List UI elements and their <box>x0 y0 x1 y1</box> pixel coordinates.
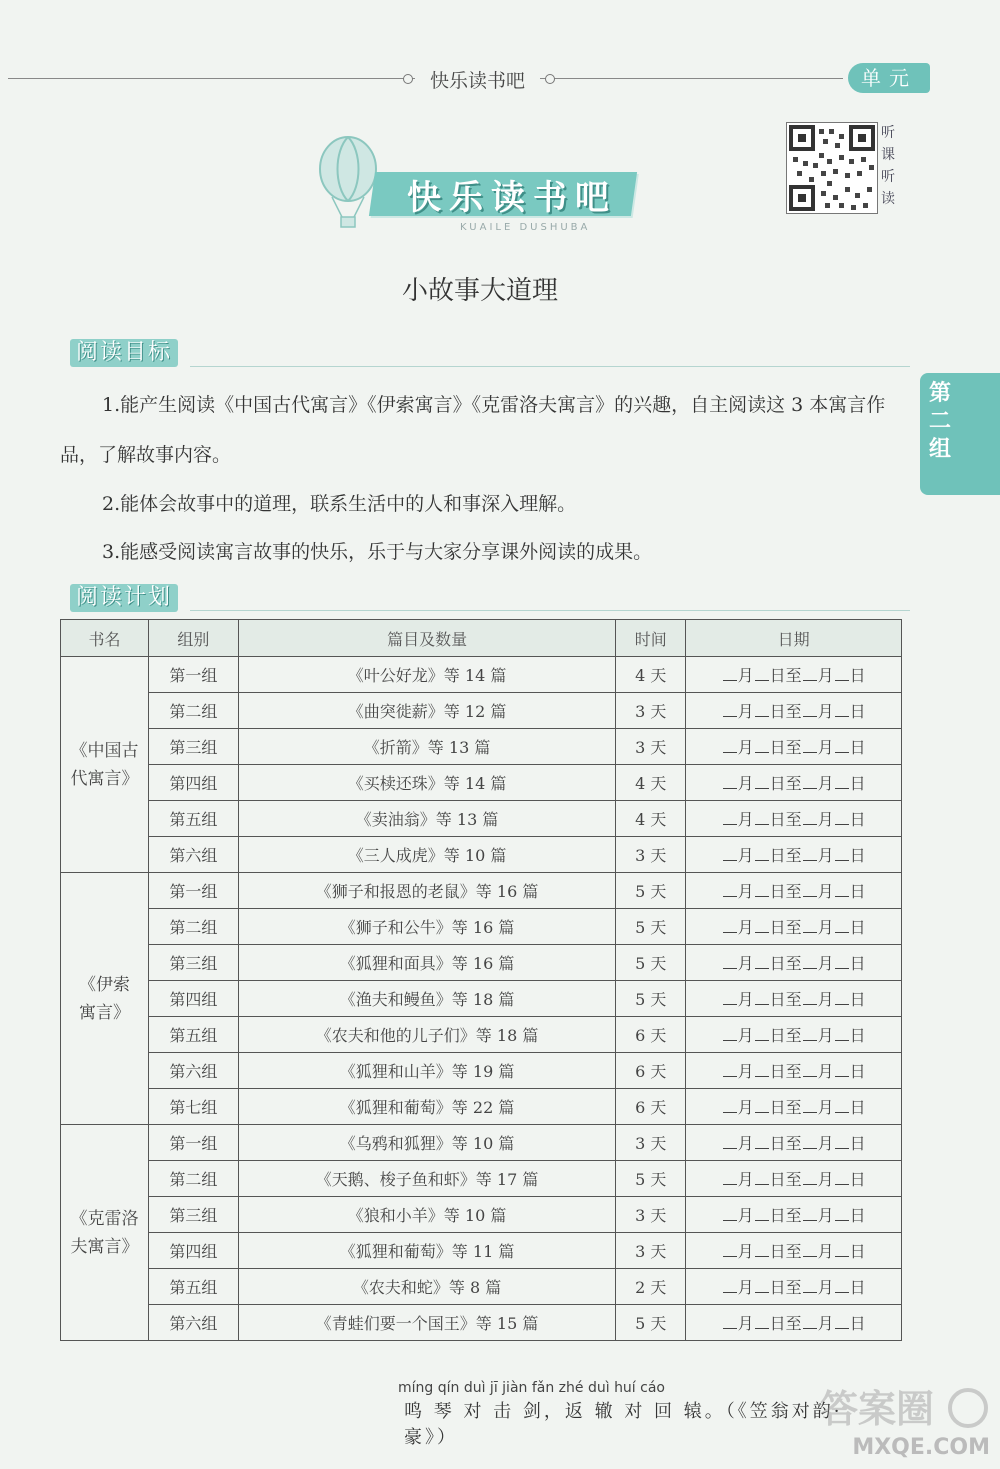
time-cell: 3 天 <box>616 693 686 729</box>
group-cell: 第一组 <box>148 657 238 693</box>
date-blank[interactable] <box>755 1134 769 1149</box>
titles-cell: 《狐狸和面具》等 16 篇 <box>238 945 616 981</box>
date-part-label: 月 <box>737 774 754 793</box>
date-blank[interactable] <box>723 666 737 681</box>
date-cell[interactable] <box>686 1305 902 1341</box>
date-part-label: 日 <box>849 1206 866 1225</box>
date-blank[interactable] <box>723 1134 737 1149</box>
date-blank[interactable] <box>755 702 769 717</box>
date-cell[interactable] <box>686 729 902 765</box>
group-cell: 第一组 <box>148 873 238 909</box>
table-row <box>61 1161 902 1197</box>
date-blank[interactable] <box>755 882 769 897</box>
column-header-date: 日期 <box>686 620 902 657</box>
time-cell: 6 天 <box>616 1017 686 1053</box>
footer-pinyin: míng qín duì jī jiàn fǎn zhé duì huí cáo <box>398 1380 665 1396</box>
goal-item-2: 2.能体会故事中的道理，联系生活中的人和事深入理解。 <box>102 493 577 515</box>
book-name-line: 夫寓言》 <box>70 1236 139 1257</box>
time-cell: 5 天 <box>616 909 686 945</box>
date-part-label: 月 <box>817 1134 834 1153</box>
date-part-label: 日 <box>849 1170 866 1189</box>
date-part-label: 日至 <box>769 1026 802 1045</box>
date-blank[interactable] <box>835 954 849 969</box>
titles-cell: 《卖油翁》等 13 篇 <box>238 801 616 837</box>
date-blank[interactable] <box>755 1062 769 1077</box>
qr-side-label: 听 课 听 读 <box>881 125 895 207</box>
date-part-label: 日 <box>849 1278 866 1297</box>
date-blank[interactable] <box>755 846 769 861</box>
date-blank[interactable] <box>755 774 769 789</box>
date-blank[interactable] <box>835 666 849 681</box>
date-blank[interactable] <box>755 1098 769 1113</box>
date-blank[interactable] <box>803 1170 817 1185</box>
date-part-label: 日 <box>849 810 866 829</box>
date-blank[interactable] <box>755 1242 769 1257</box>
group-cell: 第三组 <box>148 945 238 981</box>
date-cell[interactable] <box>686 1233 902 1269</box>
titles-cell: 《狼和小羊》等 10 篇 <box>238 1197 616 1233</box>
date-part-label: 日至 <box>769 1062 802 1081</box>
date-part-label: 日至 <box>769 918 802 937</box>
date-part-label: 月 <box>737 846 754 865</box>
date-part-label: 月 <box>817 666 834 685</box>
date-blank[interactable] <box>835 1134 849 1149</box>
date-blank[interactable] <box>803 1026 817 1041</box>
date-part-label: 日 <box>849 1098 866 1117</box>
date-blank[interactable] <box>835 846 849 861</box>
date-blank[interactable] <box>723 1314 737 1329</box>
date-cell[interactable] <box>686 801 902 837</box>
date-part-label: 日至 <box>769 1278 802 1297</box>
group-cell: 第二组 <box>148 1161 238 1197</box>
date-blank[interactable] <box>723 1098 737 1113</box>
date-part-label: 月 <box>817 1026 834 1045</box>
titles-cell: 《狐狸和葡萄》等 11 篇 <box>238 1233 616 1269</box>
date-cell[interactable] <box>686 873 902 909</box>
date-blank[interactable] <box>835 918 849 933</box>
date-part-label: 月 <box>737 1242 754 1261</box>
group-cell: 第三组 <box>148 729 238 765</box>
date-part-label: 日至 <box>769 738 802 757</box>
date-part-label: 月 <box>817 954 834 973</box>
time-cell: 4 天 <box>616 765 686 801</box>
date-blank[interactable] <box>723 846 737 861</box>
date-part-label: 月 <box>737 1278 754 1297</box>
date-cell[interactable] <box>686 909 902 945</box>
table-row <box>61 657 902 693</box>
date-blank[interactable] <box>723 738 737 753</box>
date-part-label: 月 <box>817 1098 834 1117</box>
date-cell[interactable] <box>686 837 902 873</box>
date-part-label: 日 <box>849 738 866 757</box>
date-cell[interactable] <box>686 1269 902 1305</box>
date-part-label: 日 <box>849 954 866 973</box>
table-row <box>61 1053 902 1089</box>
date-part-label: 月 <box>737 990 754 1009</box>
date-blank[interactable] <box>803 990 817 1005</box>
date-part-label: 月 <box>817 990 834 1009</box>
titles-cell: 《青蛙们要一个国王》等 15 篇 <box>238 1305 616 1341</box>
date-blank[interactable] <box>723 702 737 717</box>
date-part-label: 日 <box>849 1134 866 1153</box>
date-part-label: 月 <box>817 702 834 721</box>
date-part-label: 月 <box>817 810 834 829</box>
group-cell: 第五组 <box>148 1269 238 1305</box>
date-part-label: 月 <box>737 1314 754 1333</box>
date-blank[interactable] <box>835 1098 849 1113</box>
date-blank[interactable] <box>723 1026 737 1041</box>
date-blank[interactable] <box>755 1278 769 1293</box>
table-row <box>61 1269 902 1305</box>
date-blank[interactable] <box>803 810 817 825</box>
table-row <box>61 837 902 873</box>
date-blank[interactable] <box>755 1170 769 1185</box>
table-body <box>61 657 902 1341</box>
date-part-label: 日 <box>849 702 866 721</box>
group-cell: 第四组 <box>148 981 238 1017</box>
header-dot-right <box>545 74 555 84</box>
date-blank[interactable] <box>755 1026 769 1041</box>
date-blank[interactable] <box>723 1206 737 1221</box>
date-blank[interactable] <box>803 774 817 789</box>
date-blank[interactable] <box>755 666 769 681</box>
table-header-row <box>61 620 902 657</box>
goal-item-3: 3.能感受阅读寓言故事的快乐，乐于与大家分享课外阅读的成果。 <box>102 541 653 563</box>
date-blank[interactable] <box>723 882 737 897</box>
date-part-label: 日 <box>849 846 866 865</box>
date-blank[interactable] <box>803 1242 817 1257</box>
book-name-line: 《中国古 <box>70 740 139 761</box>
titles-cell: 《天鹅、梭子鱼和虾》等 17 篇 <box>238 1161 616 1197</box>
date-part-label: 月 <box>737 1170 754 1189</box>
date-cell[interactable] <box>686 1161 902 1197</box>
date-blank[interactable] <box>835 1170 849 1185</box>
table-row <box>61 693 902 729</box>
date-part-label: 月 <box>737 882 754 901</box>
date-part-label: 月 <box>817 918 834 937</box>
date-blank[interactable] <box>803 702 817 717</box>
date-part-label: 月 <box>737 1062 754 1081</box>
date-part-label: 月 <box>817 1278 834 1297</box>
group-cell: 第五组 <box>148 1017 238 1053</box>
group-cell: 第四组 <box>148 1233 238 1269</box>
titles-cell: 《农夫和他的儿子们》等 18 篇 <box>238 1017 616 1053</box>
header-title: 快乐读书吧 <box>415 66 540 93</box>
reading-plan-table <box>60 619 902 1341</box>
date-part-label: 日 <box>849 666 866 685</box>
goal-item-1-line-2: 品，了解故事内容。 <box>60 444 232 466</box>
date-part-label: 月 <box>817 1170 834 1189</box>
date-blank[interactable] <box>755 954 769 969</box>
time-cell: 3 天 <box>616 1197 686 1233</box>
banner-subtitle: KUAILE DUSHUBA <box>460 222 591 233</box>
date-blank[interactable] <box>723 1278 737 1293</box>
date-part-label: 日至 <box>769 702 802 721</box>
date-blank[interactable] <box>835 702 849 717</box>
date-blank[interactable] <box>803 1314 817 1329</box>
date-cell[interactable] <box>686 1089 902 1125</box>
date-blank[interactable] <box>803 882 817 897</box>
date-part-label: 日至 <box>769 882 802 901</box>
date-part-label: 月 <box>737 918 754 937</box>
date-blank[interactable] <box>835 990 849 1005</box>
time-cell: 3 天 <box>616 1233 686 1269</box>
date-part-label: 日 <box>849 882 866 901</box>
date-blank[interactable] <box>835 738 849 753</box>
date-part-label: 月 <box>737 1206 754 1225</box>
date-part-label: 月 <box>817 774 834 793</box>
table-row <box>61 1233 902 1269</box>
group-cell: 第六组 <box>148 1053 238 1089</box>
table-row <box>61 1017 902 1053</box>
plan-heading: 阅读计划 <box>70 584 178 612</box>
table-row <box>61 873 902 909</box>
group-cell: 第六组 <box>148 837 238 873</box>
plan-heading-rule <box>190 610 910 611</box>
time-cell: 3 天 <box>616 837 686 873</box>
date-part-label: 日至 <box>769 846 802 865</box>
goals-heading-rule <box>190 366 910 367</box>
date-blank[interactable] <box>803 846 817 861</box>
table-row <box>61 765 902 801</box>
group-cell: 第五组 <box>148 801 238 837</box>
date-part-label: 月 <box>817 1314 834 1333</box>
book-name-line: 代寓言》 <box>70 768 139 789</box>
column-header-titles: 篇目及数量 <box>238 620 616 657</box>
column-header-time: 时间 <box>616 620 686 657</box>
date-part-label: 月 <box>817 882 834 901</box>
date-blank[interactable] <box>803 1062 817 1077</box>
column-header-group: 组别 <box>148 620 238 657</box>
date-blank[interactable] <box>723 1062 737 1077</box>
date-part-label: 日 <box>849 774 866 793</box>
date-blank[interactable] <box>755 990 769 1005</box>
date-part-label: 月 <box>737 1026 754 1045</box>
date-blank[interactable] <box>723 1170 737 1185</box>
time-cell: 4 天 <box>616 657 686 693</box>
book-name-cell <box>61 1125 149 1341</box>
book-name-line: 《克雷洛 <box>70 1208 139 1229</box>
date-blank[interactable] <box>755 1206 769 1221</box>
date-cell[interactable] <box>686 765 902 801</box>
date-cell[interactable] <box>686 1053 902 1089</box>
date-part-label: 月 <box>817 738 834 757</box>
titles-cell: 《曲突徙薪》等 12 篇 <box>238 693 616 729</box>
watermark-url: MXQE.COM <box>852 1435 990 1460</box>
date-part-label: 月 <box>817 1206 834 1225</box>
titles-cell: 《乌鸦和狐狸》等 10 篇 <box>238 1125 616 1161</box>
date-part-label: 月 <box>817 846 834 865</box>
date-part-label: 日至 <box>769 990 802 1009</box>
watermark-logo-text: 答案圈 <box>820 1387 935 1431</box>
date-blank[interactable] <box>835 1026 849 1041</box>
book-name-line: 寓言》 <box>78 1002 130 1023</box>
time-cell: 2 天 <box>616 1269 686 1305</box>
header-dot-left <box>403 74 413 84</box>
date-part-label: 月 <box>737 954 754 973</box>
group-cell: 第七组 <box>148 1089 238 1125</box>
date-blank[interactable] <box>803 1098 817 1113</box>
date-cell[interactable] <box>686 1197 902 1233</box>
time-cell: 5 天 <box>616 945 686 981</box>
time-cell: 4 天 <box>616 801 686 837</box>
date-cell[interactable] <box>686 1017 902 1053</box>
banner-title: 快乐读书吧 <box>407 178 617 218</box>
titles-cell: 《狮子和公牛》等 16 篇 <box>238 909 616 945</box>
time-cell: 5 天 <box>616 1305 686 1341</box>
date-blank[interactable] <box>803 666 817 681</box>
date-part-label: 月 <box>737 1134 754 1153</box>
date-blank[interactable] <box>803 918 817 933</box>
date-blank[interactable] <box>835 1062 849 1077</box>
group-cell: 第六组 <box>148 1305 238 1341</box>
date-blank[interactable] <box>835 810 849 825</box>
titles-cell: 《三人成虎》等 10 篇 <box>238 837 616 873</box>
date-part-label: 日至 <box>769 1170 802 1189</box>
titles-cell: 《渔夫和鳗鱼》等 18 篇 <box>238 981 616 1017</box>
date-blank[interactable] <box>803 738 817 753</box>
date-blank[interactable] <box>755 810 769 825</box>
date-cell[interactable] <box>686 657 902 693</box>
date-part-label: 日至 <box>769 1242 802 1261</box>
date-blank[interactable] <box>723 810 737 825</box>
titles-cell: 《买椟还珠》等 14 篇 <box>238 765 616 801</box>
book-name-cell <box>61 657 149 873</box>
date-cell[interactable] <box>686 693 902 729</box>
date-blank[interactable] <box>803 1206 817 1221</box>
table-row <box>61 1125 902 1161</box>
qr-code-icon[interactable] <box>786 122 878 214</box>
date-cell[interactable] <box>686 945 902 981</box>
date-part-label: 日 <box>849 1062 866 1081</box>
date-blank[interactable] <box>803 1134 817 1149</box>
table-row <box>61 801 902 837</box>
date-part-label: 月 <box>817 1062 834 1081</box>
date-part-label: 日 <box>849 918 866 937</box>
date-part-label: 日至 <box>769 666 802 685</box>
date-part-label: 日至 <box>769 1314 802 1333</box>
table-row <box>61 909 902 945</box>
table-row <box>61 1305 902 1341</box>
date-part-label: 月 <box>737 702 754 721</box>
group-cell: 第二组 <box>148 693 238 729</box>
date-blank[interactable] <box>803 954 817 969</box>
date-part-label: 日至 <box>769 1098 802 1117</box>
date-blank[interactable] <box>723 1242 737 1257</box>
date-part-label: 月 <box>737 666 754 685</box>
date-blank[interactable] <box>723 954 737 969</box>
date-blank[interactable] <box>835 774 849 789</box>
titles-cell: 《农夫和蛇》等 8 篇 <box>238 1269 616 1305</box>
date-blank[interactable] <box>835 1242 849 1257</box>
date-part-label: 月 <box>817 1242 834 1261</box>
time-cell: 5 天 <box>616 873 686 909</box>
titles-cell: 《狐狸和葡萄》等 22 篇 <box>238 1089 616 1125</box>
date-part-label: 日 <box>849 990 866 1009</box>
date-part-label: 月 <box>737 810 754 829</box>
date-cell[interactable] <box>686 981 902 1017</box>
goals-heading: 阅读目标 <box>70 339 178 367</box>
table-row <box>61 1089 902 1125</box>
date-part-label: 月 <box>737 738 754 757</box>
date-blank[interactable] <box>723 774 737 789</box>
table-row <box>61 729 902 765</box>
group-cell: 第四组 <box>148 765 238 801</box>
date-part-label: 日 <box>849 1314 866 1333</box>
table-row <box>61 945 902 981</box>
unit-tab: 单元 <box>848 63 930 93</box>
titles-cell: 《叶公好龙》等 14 篇 <box>238 657 616 693</box>
time-cell: 5 天 <box>616 1161 686 1197</box>
footer-verse: 鸣 琴 对 击 剑，返 辙 对 回 辕。（《笠翁对韵·豪》） <box>404 1401 843 1448</box>
group-cell: 第二组 <box>148 909 238 945</box>
group-cell: 第三组 <box>148 1197 238 1233</box>
date-blank[interactable] <box>835 1206 849 1221</box>
date-blank[interactable] <box>755 1314 769 1329</box>
date-part-label: 日至 <box>769 954 802 973</box>
book-name-cell <box>61 873 149 1125</box>
date-part-label: 月 <box>737 1098 754 1117</box>
time-cell: 5 天 <box>616 981 686 1017</box>
date-part-label: 日 <box>849 1242 866 1261</box>
column-header-book: 书名 <box>61 620 149 657</box>
goal-item-1-line-1: 1.能产生阅读《中国古代寓言》《伊索寓言》《克雷洛夫寓言》的兴趣，自主阅读这 3 本寓言作 <box>102 394 886 416</box>
table-row <box>61 981 902 1017</box>
time-cell: 3 天 <box>616 729 686 765</box>
date-blank[interactable] <box>803 1278 817 1293</box>
group-cell: 第一组 <box>148 1125 238 1161</box>
date-part-label: 日 <box>849 1026 866 1045</box>
date-blank[interactable] <box>835 1314 849 1329</box>
titles-cell: 《折箭》等 13 篇 <box>238 729 616 765</box>
titles-cell: 《狐狸和山羊》等 19 篇 <box>238 1053 616 1089</box>
date-blank[interactable] <box>755 918 769 933</box>
date-blank[interactable] <box>755 738 769 753</box>
date-cell[interactable] <box>686 1125 902 1161</box>
time-cell: 6 天 <box>616 1053 686 1089</box>
section-subtitle: 小故事大道理 <box>401 276 558 306</box>
date-blank[interactable] <box>723 990 737 1005</box>
group-side-tab-label: 第 二 组 <box>928 381 951 462</box>
book-name-line: 《伊索 <box>78 974 130 995</box>
titles-cell: 《狮子和报恩的老鼠》等 16 篇 <box>238 873 616 909</box>
date-blank[interactable] <box>835 1278 849 1293</box>
time-cell: 6 天 <box>616 1089 686 1125</box>
date-blank[interactable] <box>835 882 849 897</box>
time-cell: 3 天 <box>616 1125 686 1161</box>
table-row <box>61 1197 902 1233</box>
date-part-label: 日至 <box>769 810 802 829</box>
date-part-label: 日至 <box>769 1206 802 1225</box>
date-part-label: 日至 <box>769 1134 802 1153</box>
date-part-label: 日至 <box>769 774 802 793</box>
date-blank[interactable] <box>723 918 737 933</box>
